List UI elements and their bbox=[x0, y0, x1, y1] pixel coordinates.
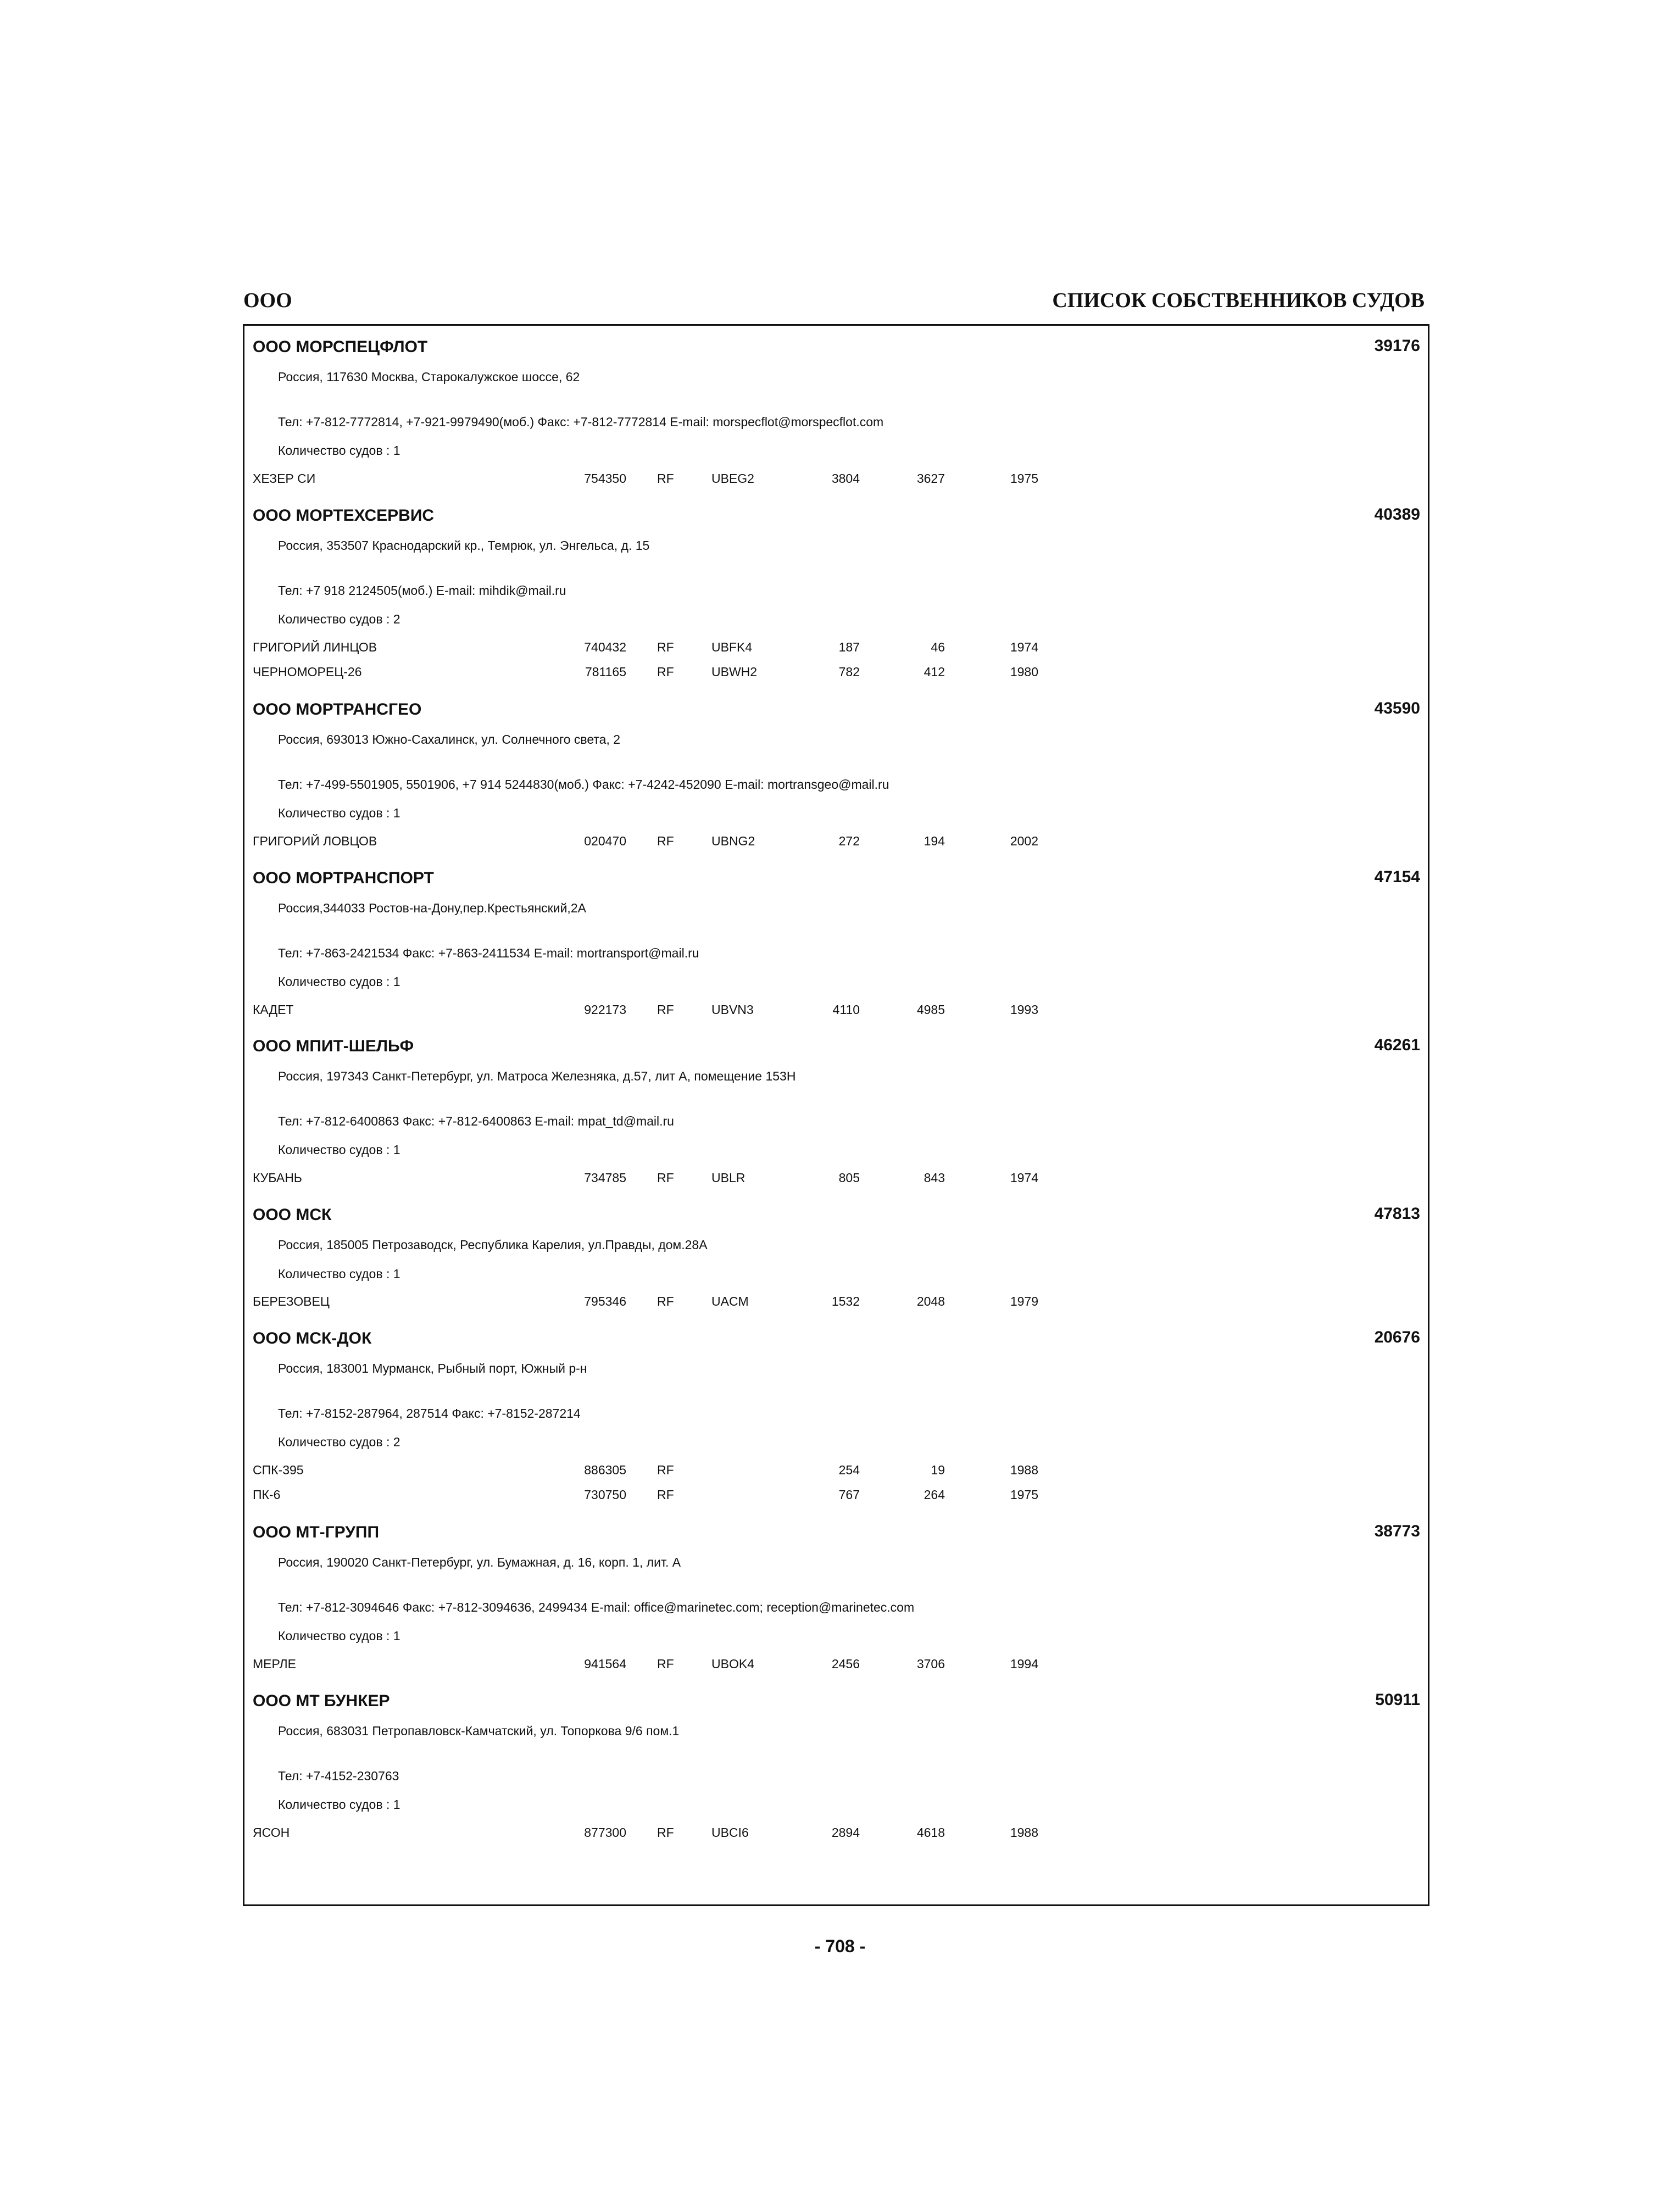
company-contacts: Тел: +7-4152-230763 bbox=[278, 1769, 399, 1783]
ship-year: 1988 bbox=[1010, 1825, 1038, 1840]
company-entry bbox=[253, 868, 1420, 1017]
ship-name: ЯСОН bbox=[253, 1825, 290, 1840]
ship-row bbox=[253, 665, 1132, 681]
ship-name: ПК-6 bbox=[253, 1488, 281, 1502]
company-name: ООО МСК bbox=[253, 1206, 332, 1224]
ship-count: Количество судов : 1 bbox=[278, 1797, 400, 1812]
ship-flag: RF bbox=[657, 471, 674, 486]
company-number: 38773 bbox=[1374, 1522, 1420, 1540]
listing-frame bbox=[243, 324, 1429, 1906]
ship-flag: RF bbox=[657, 1294, 674, 1308]
ship-flag: RF bbox=[657, 665, 674, 679]
company-entry bbox=[253, 699, 1420, 848]
company-number: 47813 bbox=[1374, 1205, 1420, 1223]
company-number: 40389 bbox=[1374, 505, 1420, 523]
ship-number: 020470 bbox=[584, 834, 626, 848]
ship-deadweight: 843 bbox=[924, 1171, 945, 1185]
ship-year: 1980 bbox=[1010, 665, 1038, 679]
ship-callsign: UBCI6 bbox=[711, 1825, 749, 1840]
company-name: ООО МПИТ-ШЕЛЬФ bbox=[253, 1037, 414, 1055]
ship-row bbox=[253, 1171, 1132, 1187]
company-address: Россия, 197343 Санкт-Петербург, ул. Матроса Железняка, д.57, лит А, помещение 153Н bbox=[278, 1069, 796, 1083]
ship-callsign: UBOK4 bbox=[711, 1657, 754, 1671]
company-address: Россия, 683031 Петропавловск-Камчатский, ул. Топоркова 9/6 пом.1 bbox=[278, 1724, 680, 1738]
company-contacts: Тел: +7 918 2124505(моб.) E-mail: mihdik@mail.ru bbox=[278, 583, 566, 598]
ship-row bbox=[253, 834, 1132, 850]
company-entry bbox=[253, 1691, 1420, 1840]
ship-callsign: UBLR bbox=[711, 1171, 746, 1185]
company-address: Россия, 353507 Краснодарский кр., Темрюк, ул. Энгельса, д. 15 bbox=[278, 538, 650, 553]
ship-number: 734785 bbox=[584, 1171, 626, 1185]
ship-deadweight: 19 bbox=[931, 1463, 945, 1477]
company-number: 50911 bbox=[1375, 1691, 1420, 1709]
company-entry bbox=[253, 1036, 1420, 1185]
company-number: 46261 bbox=[1374, 1036, 1420, 1054]
ship-deadweight: 3706 bbox=[916, 1657, 945, 1671]
ship-name: ХЕЗЕР СИ bbox=[253, 471, 316, 486]
ship-year: 2002 bbox=[1010, 834, 1038, 848]
ship-count: Количество судов : 1 bbox=[278, 806, 400, 820]
ship-year: 1993 bbox=[1010, 1002, 1038, 1017]
ship-deadweight: 194 bbox=[924, 834, 945, 848]
ship-row bbox=[253, 1463, 1132, 1479]
ship-gross-tonnage: 4110 bbox=[832, 1002, 860, 1017]
company-contacts: Тел: +7-812-3094646 Факс: +7-812-3094636, 2499434 E-mail: office@marinetec.com; reception@marinetec.com bbox=[278, 1600, 915, 1614]
ship-count: Количество судов : 1 bbox=[278, 443, 400, 458]
ship-gross-tonnage: 187 bbox=[838, 640, 860, 654]
ship-row bbox=[253, 471, 1132, 488]
company-contacts: Тел: +7-8152-287964, 287514 Факс: +7-8152-287214 bbox=[278, 1406, 581, 1420]
ship-gross-tonnage: 767 bbox=[838, 1488, 860, 1502]
page-number: - 708 - bbox=[814, 1936, 866, 1956]
ship-year: 1994 bbox=[1010, 1657, 1038, 1671]
ship-name: КАДЕТ bbox=[253, 1002, 294, 1017]
ship-year: 1975 bbox=[1010, 471, 1038, 486]
ship-deadweight: 4618 bbox=[916, 1825, 945, 1840]
ship-deadweight: 412 bbox=[924, 665, 945, 679]
ship-callsign: UACM bbox=[711, 1294, 749, 1308]
ship-name: ГРИГОРИЙ ЛОВЦОВ bbox=[253, 834, 377, 848]
company-number: 39176 bbox=[1374, 337, 1420, 355]
company-address: Россия, 117630 Москва, Старокалужское шоссе, 62 bbox=[278, 370, 580, 384]
ship-row bbox=[253, 640, 1132, 656]
ship-year: 1988 bbox=[1010, 1463, 1038, 1477]
company-contacts: Тел: +7-812-7772814, +7-921-9979490(моб.) Факс: +7-812-7772814 E-mail: morspecflot@morspecflot.com bbox=[278, 415, 884, 429]
ship-name: ЧЕРНОМОРЕЦ-26 bbox=[253, 665, 362, 679]
company-entry bbox=[253, 1205, 1420, 1308]
ship-gross-tonnage: 1532 bbox=[831, 1294, 860, 1308]
ship-flag: RF bbox=[657, 1171, 674, 1185]
company-address: Россия, 190020 Санкт-Петербург, ул. Бумажная, д. 16, корп. 1, лит. А bbox=[278, 1555, 681, 1569]
ship-number: 795346 bbox=[584, 1294, 626, 1308]
ship-deadweight: 2048 bbox=[916, 1294, 945, 1308]
company-number: 20676 bbox=[1374, 1328, 1420, 1346]
ship-gross-tonnage: 2894 bbox=[831, 1825, 860, 1840]
ship-flag: RF bbox=[657, 640, 674, 654]
ship-flag: RF bbox=[657, 1488, 674, 1502]
ship-flag: RF bbox=[657, 1825, 674, 1840]
ship-year: 1975 bbox=[1010, 1488, 1038, 1502]
ship-year: 1974 bbox=[1010, 640, 1038, 654]
ship-deadweight: 3627 bbox=[916, 471, 945, 486]
ship-gross-tonnage: 254 bbox=[838, 1463, 860, 1477]
ship-name: МЕРЛЕ bbox=[253, 1657, 296, 1671]
ship-count: Количество судов : 2 bbox=[278, 612, 400, 626]
ship-number: 877300 bbox=[584, 1825, 626, 1840]
ship-callsign: UBWH2 bbox=[711, 665, 758, 679]
ship-year: 1979 bbox=[1010, 1294, 1038, 1308]
company-address: Россия, 693013 Южно-Сахалинск, ул. Солнечного света, 2 bbox=[278, 732, 621, 747]
company-contacts: Тел: +7-863-2421534 Факс: +7-863-2411534 E-mail: mortransport@mail.ru bbox=[278, 946, 699, 960]
ship-callsign: UBFK4 bbox=[711, 640, 753, 654]
company-entry bbox=[253, 1328, 1420, 1502]
ship-callsign: UBEG2 bbox=[711, 471, 754, 486]
ship-callsign: UBNG2 bbox=[711, 834, 755, 848]
ship-number: 754350 bbox=[584, 471, 626, 486]
ship-deadweight: 264 bbox=[924, 1488, 945, 1502]
ship-gross-tonnage: 2456 bbox=[831, 1657, 860, 1671]
company-address: Россия,344033 Ростов-на-Дону,пер.Крестьянский,2А bbox=[278, 901, 586, 915]
ship-name: ГРИГОРИЙ ЛИНЦОВ bbox=[253, 640, 377, 654]
company-entry bbox=[253, 505, 1420, 679]
ship-number: 781165 bbox=[585, 665, 626, 679]
company-name: ООО МОРТРАНСПОРТ bbox=[253, 869, 434, 887]
ship-gross-tonnage: 272 bbox=[838, 834, 860, 848]
company-name: ООО МОРТРАНСГЕО bbox=[253, 700, 422, 718]
ship-count: Количество судов : 1 bbox=[278, 1143, 400, 1157]
ship-callsign: UBVN3 bbox=[711, 1002, 754, 1017]
company-address: Россия, 183001 Мурманск, Рыбный порт, Южный р-н bbox=[278, 1361, 587, 1375]
company-number: 47154 bbox=[1374, 868, 1420, 886]
ship-number: 730750 bbox=[584, 1488, 626, 1502]
ship-flag: RF bbox=[657, 834, 674, 848]
ship-row bbox=[253, 1657, 1132, 1673]
ship-number: 922173 bbox=[584, 1002, 626, 1017]
ship-deadweight: 46 bbox=[931, 640, 945, 654]
company-name: ООО МТ-ГРУПП bbox=[253, 1523, 380, 1541]
ship-gross-tonnage: 782 bbox=[838, 665, 860, 679]
ship-gross-tonnage: 3804 bbox=[831, 471, 860, 486]
company-contacts: Тел: +7-499-5501905, 5501906, +7 914 5244830(моб.) Факс: +7-4242-452090 E-mail: mortransgeo@mail.ru bbox=[278, 777, 889, 792]
ship-count: Количество судов : 2 bbox=[278, 1435, 400, 1449]
ship-row bbox=[253, 1002, 1132, 1019]
running-header-left: ООО bbox=[243, 289, 292, 312]
ship-name: СПК-395 bbox=[253, 1463, 304, 1477]
ship-number: 740432 bbox=[584, 640, 626, 654]
company-number: 43590 bbox=[1374, 699, 1420, 717]
ship-deadweight: 4985 bbox=[916, 1002, 945, 1017]
company-entry bbox=[253, 337, 1420, 486]
company-name: ООО МОРСПЕЦФЛОТ bbox=[253, 338, 428, 356]
ship-number: 941564 bbox=[584, 1657, 626, 1671]
ship-number: 886305 bbox=[584, 1463, 626, 1477]
ship-row bbox=[253, 1488, 1132, 1504]
ship-name: КУБАНЬ bbox=[253, 1171, 302, 1185]
ship-flag: RF bbox=[657, 1657, 674, 1671]
company-name: ООО МОРТЕХСЕРВИС bbox=[253, 506, 435, 525]
company-name: ООО МТ БУНКЕР bbox=[253, 1692, 390, 1710]
ship-year: 1974 bbox=[1010, 1171, 1038, 1185]
company-entry bbox=[253, 1522, 1420, 1671]
ship-row bbox=[253, 1825, 1132, 1842]
ship-row bbox=[253, 1294, 1132, 1311]
company-address: Россия, 185005 Петрозаводск, Республика Карелия, ул.Правды, дом.28А bbox=[278, 1238, 708, 1252]
running-header-title: СПИСОК СОБСТВЕННИКОВ СУДОВ bbox=[1052, 289, 1425, 312]
company-name: ООО МСК-ДОК bbox=[253, 1329, 372, 1347]
ship-flag: RF bbox=[657, 1463, 674, 1477]
ship-count: Количество судов : 1 bbox=[278, 1629, 400, 1643]
ship-name: БЕРЕЗОВЕЦ bbox=[253, 1294, 330, 1308]
ship-count: Количество судов : 1 bbox=[278, 1267, 400, 1281]
ship-count: Количество судов : 1 bbox=[278, 974, 400, 989]
ship-flag: RF bbox=[657, 1002, 674, 1017]
ship-gross-tonnage: 805 bbox=[838, 1171, 860, 1185]
company-contacts: Тел: +7-812-6400863 Факс: +7-812-6400863 E-mail: mpat_td@mail.ru bbox=[278, 1114, 674, 1128]
